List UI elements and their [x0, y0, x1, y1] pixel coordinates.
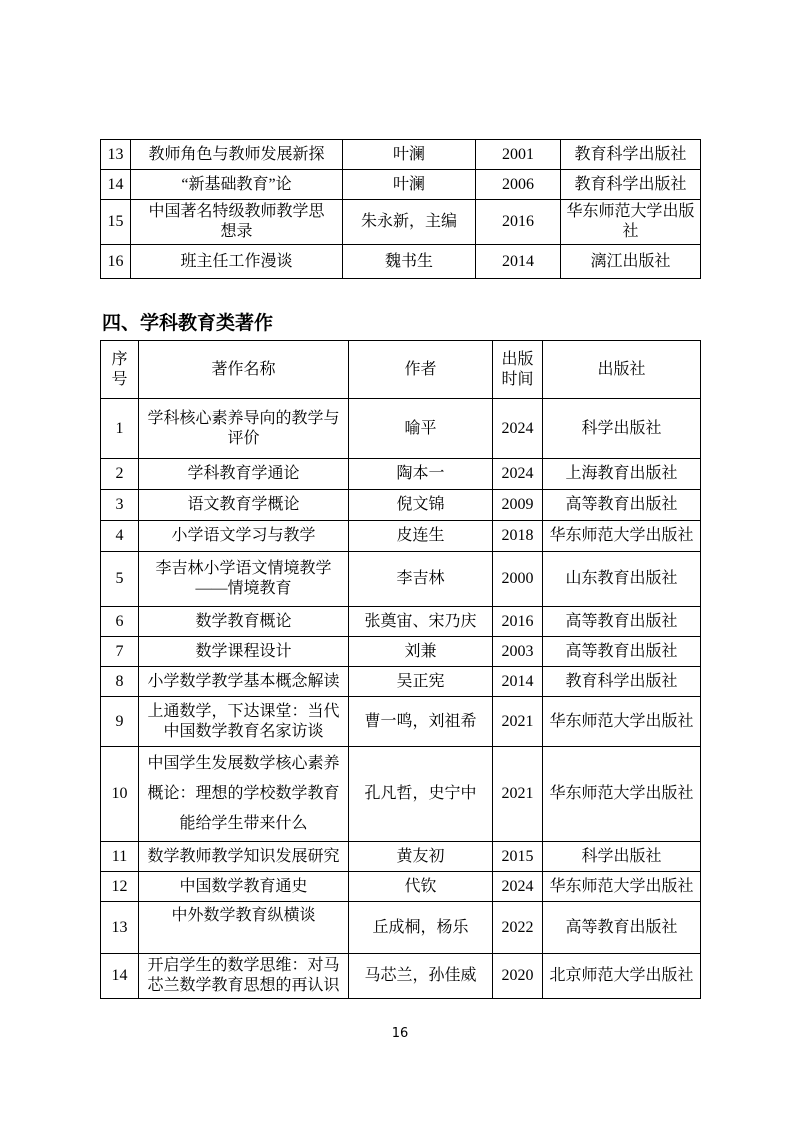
- author-cell: 刘兼: [349, 637, 493, 667]
- table-row: [101, 747, 701, 842]
- table-row: [101, 399, 701, 459]
- table-row: [101, 459, 701, 490]
- book-title-cell: 开启学生的数学思维：对马 芯兰数学教育思想的再认识: [139, 954, 349, 999]
- row-number-cell: 15: [101, 200, 131, 245]
- publisher-cell: 高等教育出版社: [543, 490, 701, 521]
- row-number-cell: 6: [101, 607, 139, 637]
- column-header-publisher: 出版社: [543, 341, 701, 399]
- publisher-cell: 教育科学出版社: [561, 140, 701, 170]
- table-row: [101, 200, 701, 245]
- row-number-cell: 4: [101, 521, 139, 552]
- row-number-cell: 14: [101, 170, 131, 200]
- publish-year-cell: 2021: [493, 747, 543, 842]
- publisher-cell: 教育科学出版社: [543, 667, 701, 697]
- row-number-cell: 2: [101, 459, 139, 490]
- table-row: [101, 667, 701, 697]
- publish-year-cell: 2021: [493, 697, 543, 747]
- publish-year-cell: 2014: [493, 667, 543, 697]
- publish-year-cell: 2003: [493, 637, 543, 667]
- table-row: [101, 607, 701, 637]
- table-row: [101, 552, 701, 607]
- publisher-cell: 华东师范大学出版社: [543, 697, 701, 747]
- column-header-author: 作者: [349, 341, 493, 399]
- book-title-cell: 学科教育学通论: [139, 459, 349, 490]
- column-header-title: 著作名称: [139, 341, 349, 399]
- publish-year-cell: 2000: [493, 552, 543, 607]
- publisher-cell: 教育科学出版社: [561, 170, 701, 200]
- table-row: [101, 697, 701, 747]
- book-title-cell: 数学课程设计: [139, 637, 349, 667]
- book-title-cell: 学科核心素养导向的教学与 评价: [139, 399, 349, 459]
- author-cell: 李吉林: [349, 552, 493, 607]
- row-number-cell: 8: [101, 667, 139, 697]
- book-title-cell: 中国数学教育通史: [139, 872, 349, 902]
- publisher-cell: 山东教育出版社: [543, 552, 701, 607]
- author-cell: 叶澜: [343, 140, 476, 170]
- row-number-cell: 5: [101, 552, 139, 607]
- row-number-cell: 1: [101, 399, 139, 459]
- book-title-cell: 数学教师教学知识发展研究: [139, 842, 349, 872]
- publish-year-cell: 2020: [493, 954, 543, 999]
- row-number-cell: 3: [101, 490, 139, 521]
- author-cell: 代钦: [349, 872, 493, 902]
- row-number-cell: 12: [101, 872, 139, 902]
- book-title-cell: 班主任工作漫谈: [131, 245, 343, 279]
- publisher-cell: 华东师范大学出版 社: [561, 200, 701, 245]
- book-title-cell: 语文教育学概论: [139, 490, 349, 521]
- books-table-continued: [100, 139, 701, 279]
- publish-year-cell: 2001: [476, 140, 561, 170]
- publish-year-cell: 2009: [493, 490, 543, 521]
- subject-education-table-header: [101, 341, 701, 399]
- book-title-cell: “新基础教育”论: [131, 170, 343, 200]
- publish-year-cell: 2014: [476, 245, 561, 279]
- books-table-continued-body: [101, 140, 701, 279]
- publish-year-cell: 2024: [493, 872, 543, 902]
- table-row: [101, 170, 701, 200]
- row-number-cell: 10: [101, 747, 139, 842]
- publisher-cell: 科学出版社: [543, 399, 701, 459]
- publish-year-cell: 2018: [493, 521, 543, 552]
- author-cell: 丘成桐，杨乐: [349, 902, 493, 954]
- table-row: [101, 245, 701, 279]
- book-title-cell: 教师角色与教师发展新探: [131, 140, 343, 170]
- author-cell: 马芯兰，孙佳威: [349, 954, 493, 999]
- subject-education-table-body: [101, 399, 701, 999]
- publisher-cell: 华东师范大学出版社: [543, 872, 701, 902]
- book-title-cell: 上通数学，下达课堂：当代 中国数学教育名家访谈: [139, 697, 349, 747]
- author-cell: 喻平: [349, 399, 493, 459]
- book-title-cell: 中国学生发展数学核心素养 概论：理想的学校数学教育 能给学生带来什么: [139, 747, 349, 842]
- table-row: [101, 490, 701, 521]
- publish-year-cell: 2024: [493, 459, 543, 490]
- publisher-cell: 上海教育出版社: [543, 459, 701, 490]
- book-title-cell: 李吉林小学语文情境教学 ——情境教育: [139, 552, 349, 607]
- author-cell: 魏书生: [343, 245, 476, 279]
- row-number-cell: 9: [101, 697, 139, 747]
- publish-year-cell: 2015: [493, 842, 543, 872]
- table-row: [101, 637, 701, 667]
- table-row: [101, 521, 701, 552]
- publish-year-cell: 2006: [476, 170, 561, 200]
- publisher-cell: 高等教育出版社: [543, 637, 701, 667]
- table-row: [101, 902, 701, 954]
- author-cell: 皮连生: [349, 521, 493, 552]
- author-cell: 张奠宙、宋乃庆: [349, 607, 493, 637]
- book-title-cell: 中国著名特级教师教学思 想录: [131, 200, 343, 245]
- publish-year-cell: 2016: [476, 200, 561, 245]
- column-header-year: 出版 时间: [493, 341, 543, 399]
- author-cell: 曹一鸣，刘祖希: [349, 697, 493, 747]
- row-number-cell: 11: [101, 842, 139, 872]
- publisher-cell: 漓江出版社: [561, 245, 701, 279]
- row-number-cell: 7: [101, 637, 139, 667]
- publish-year-cell: 2022: [493, 902, 543, 954]
- subject-education-books-table: [100, 340, 701, 999]
- row-number-cell: 13: [101, 140, 131, 170]
- book-title-cell: 小学语文学习与教学: [139, 521, 349, 552]
- publisher-cell: 华东师范大学出版社: [543, 747, 701, 842]
- author-cell: 孔凡哲，史宁中: [349, 747, 493, 842]
- publisher-cell: 高等教育出版社: [543, 607, 701, 637]
- page-number: 16: [391, 1026, 409, 1041]
- publish-year-cell: 2024: [493, 399, 543, 459]
- row-number-cell: 13: [101, 902, 139, 954]
- author-cell: 吴正宪: [349, 667, 493, 697]
- publisher-cell: 科学出版社: [543, 842, 701, 872]
- column-header-no: 序 号: [101, 341, 139, 399]
- document-content: [100, 139, 700, 999]
- section-heading: 四、学科教育类著作: [102, 313, 274, 334]
- author-cell: 朱永新，主编: [343, 200, 476, 245]
- book-title-cell: 中外数学教育纵横谈: [139, 902, 349, 954]
- table-row: [101, 140, 701, 170]
- header-row: [101, 341, 701, 399]
- publisher-cell: 北京师范大学出版社: [543, 954, 701, 999]
- publish-year-cell: 2016: [493, 607, 543, 637]
- table-row: [101, 842, 701, 872]
- table-row: [101, 872, 701, 902]
- table-row: [101, 954, 701, 999]
- book-title-cell: 数学教育概论: [139, 607, 349, 637]
- row-number-cell: 14: [101, 954, 139, 999]
- book-title-cell: 小学数学教学基本概念解读: [139, 667, 349, 697]
- row-number-cell: 16: [101, 245, 131, 279]
- publisher-cell: 华东师范大学出版社: [543, 521, 701, 552]
- author-cell: 倪文锦: [349, 490, 493, 521]
- author-cell: 叶澜: [343, 170, 476, 200]
- author-cell: 陶本一: [349, 459, 493, 490]
- author-cell: 黄友初: [349, 842, 493, 872]
- publisher-cell: 高等教育出版社: [543, 902, 701, 954]
